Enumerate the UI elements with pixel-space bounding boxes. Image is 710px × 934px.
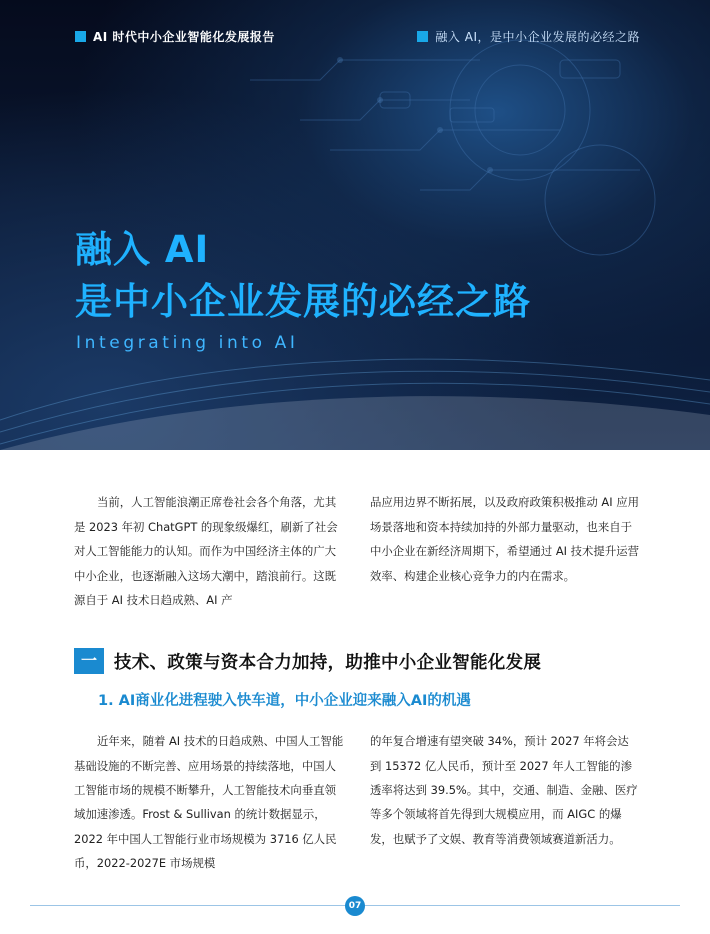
square-bullet-icon	[417, 31, 428, 42]
hero-banner	[0, 0, 710, 450]
hero-subtitle: Integrating into AI	[76, 333, 299, 353]
section-number-badge: 一	[74, 648, 104, 674]
hero-title	[75, 224, 531, 328]
chapter-title: 融入 AI，是中小企业发展的必经之路	[435, 30, 640, 44]
hero-title-line-1: 融入 AI	[75, 228, 210, 271]
intro-paragraph-left: 当前，人工智能浪潮正席卷社会各个角落，尤其是 2023 年初 ChatGPT 的现象级爆红，刷新了社会对人工智能能力的认知。而作为中国经济主体的广大中小企业，也逐渐融入这场大潮中，踏浪前行。这既源自于 AI 技术日趋成熟、AI 产	[74, 495, 338, 608]
hero-title-line-2: 是中小企业发展的必经之路	[75, 280, 531, 323]
section-heading	[74, 648, 541, 674]
page-number: 07	[345, 896, 365, 916]
body-paragraph-left: 近年来，随着 AI 技术的日趋成熟、中国人工智能基础设施的不断完善、应用场景的持续落地，中国人工智能市场的规模不断攀升，人工智能技术向垂直领域加速渗透。Frost & Sullivan 的统计数据显示，2022 年中国人工智能行业市场规模为 3716 亿人民币，2022-2027E 市场规模	[74, 734, 344, 870]
square-bullet-icon	[75, 31, 86, 42]
subsection-heading: 1. AI商业化进程驶入快车道，中小企业迎来融入AI的机遇	[98, 693, 471, 709]
body-paragraph-right: 的年复合增速有望突破 34%，预计 2027 年将会达到 15372 亿人民币，预计至 2027 年人工智能的渗透率将达到 39.5%。其中，交通、制造、金融、医疗等多个领域将首先得到大规模应用，而 AIGC 的爆发，也赋予了文娱、教育等消费领域赛道新活力。	[370, 734, 638, 846]
section-title: 技术、政策与资本合力加持，助推中小企业智能化发展	[114, 652, 542, 673]
report-title-tag	[75, 28, 275, 45]
chapter-title-tag	[417, 28, 640, 45]
intro-paragraph-right: 品应用边界不断拓展，以及政府政策积极推动 AI 应用场景落地和资本持续加持的外部力量驱动，也来自于中小企业在新经济周期下，希望通过 AI 技术提升运营效率、构建企业核心竞争力的内在需求。	[370, 495, 639, 583]
report-title: AI 时代中小企业智能化发展报告	[93, 30, 275, 44]
